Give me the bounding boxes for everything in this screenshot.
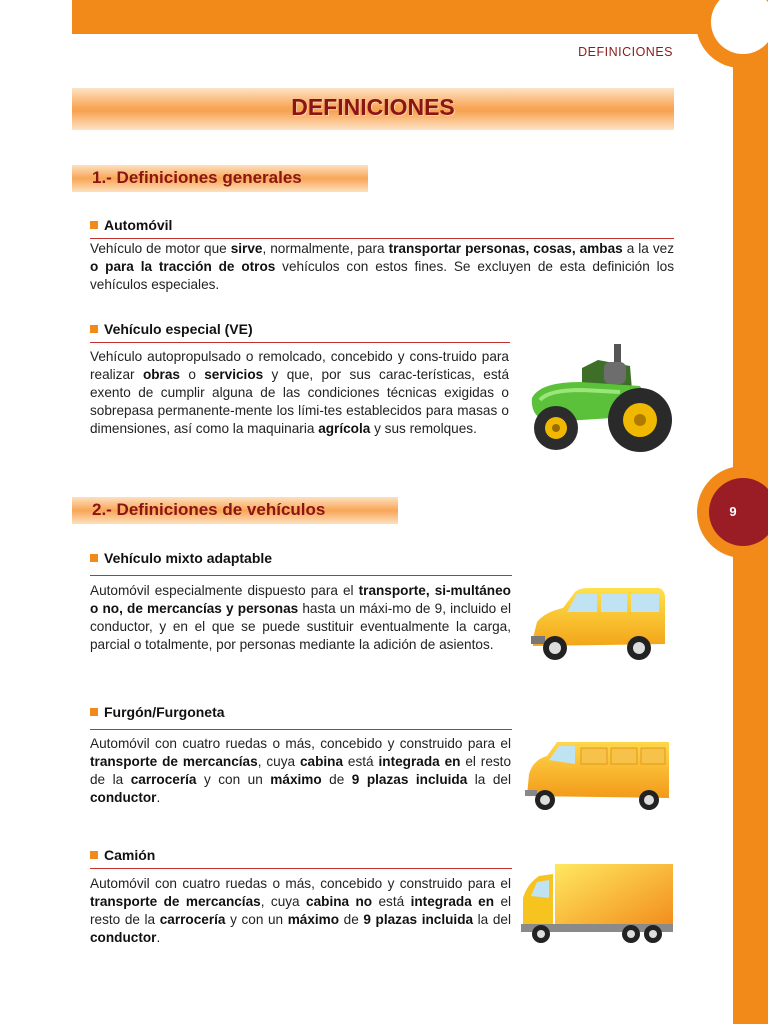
definition-vehiculo-especial: Vehículo autopropulsado o remolcado, concebido y cons-truido para realizar obras o servicios y que, por sus carac-terísticas, está exento de cumplir alguna de las condiciones técnicas exigidas o sobrepasa permanente-mente los lími-tes establecidos para masas o dimensiones, así como la maquinaria agrícola y sus remolques.: [90, 349, 510, 436]
term-camion: [90, 847, 155, 863]
square-bullet-icon: [90, 221, 98, 229]
page-title-bar: [72, 88, 674, 130]
term-vehiculo-especial-label: Vehículo especial (VE): [104, 321, 253, 337]
mixed-van-illustration: [527, 582, 669, 666]
definition-automovil: Vehículo de motor que sirve, normalmente, para transportar personas, cosas, ambas a la vez o para la tracción de otros vehículos con estos fines. Se excluyen de esta definición los vehículos especiales.: [90, 241, 674, 292]
section-heading-2: [72, 497, 398, 524]
divider: [90, 868, 512, 869]
definition-vehiculo-mixto: Automóvil especialmente dispuesto para el transporte, si-multáneo o no, de mercancías y personas hasta un máxi-mo de 9, incluido el conductor, y en el que se puede sustituir eventualmente la carga, parcial o totalmente, por personas mediante la adición de asientos.: [90, 583, 511, 652]
page-number: 9: [729, 504, 737, 519]
truck-illustration: [519, 862, 675, 946]
term-automovil: [90, 217, 172, 233]
term-vehiculo-mixto-label: Vehículo mixto adaptable: [104, 550, 273, 566]
term-furgon-label: Furgón/Furgoneta: [104, 704, 225, 720]
page-title: DEFINICIONES: [291, 94, 455, 120]
term-automovil-label: Automóvil: [104, 217, 173, 233]
definition-camion: Automóvil con cuatro ruedas o más, concebido y construido para el transporte de mercancías, cuya cabina no está integrada en el resto de la carrocería y con un máximo de 9 plazas incluida la del conductor.: [90, 876, 512, 945]
divider: [90, 238, 674, 239]
section-heading-2-label: 2.- Definiciones de vehículos: [92, 500, 326, 519]
running-header: DEFINICIONES: [578, 45, 673, 59]
term-camion-label: Camión: [104, 847, 156, 863]
term-vehiculo-especial: [90, 321, 253, 337]
term-vehiculo-mixto: [90, 550, 272, 566]
tractor-illustration: [520, 338, 675, 458]
section-heading-1-label: 1.- Definiciones generales: [92, 168, 302, 187]
square-bullet-icon: [90, 325, 98, 333]
divider: [90, 575, 512, 576]
square-bullet-icon: [90, 708, 98, 716]
divider: [90, 729, 512, 730]
term-furgon: [90, 704, 225, 720]
furgon-illustration: [523, 738, 673, 812]
definition-furgon: Automóvil con cuatro ruedas o más, concebido y construido para el transporte de mercancías, cuya cabina está integrada en el resto de la carrocería y con un máximo de 9 plazas incluida la del conductor.: [90, 736, 512, 805]
square-bullet-icon: [90, 554, 98, 562]
square-bullet-icon: [90, 851, 98, 859]
top-orange-band: [72, 0, 768, 34]
divider: [90, 342, 510, 343]
section-heading-1: [72, 165, 368, 192]
